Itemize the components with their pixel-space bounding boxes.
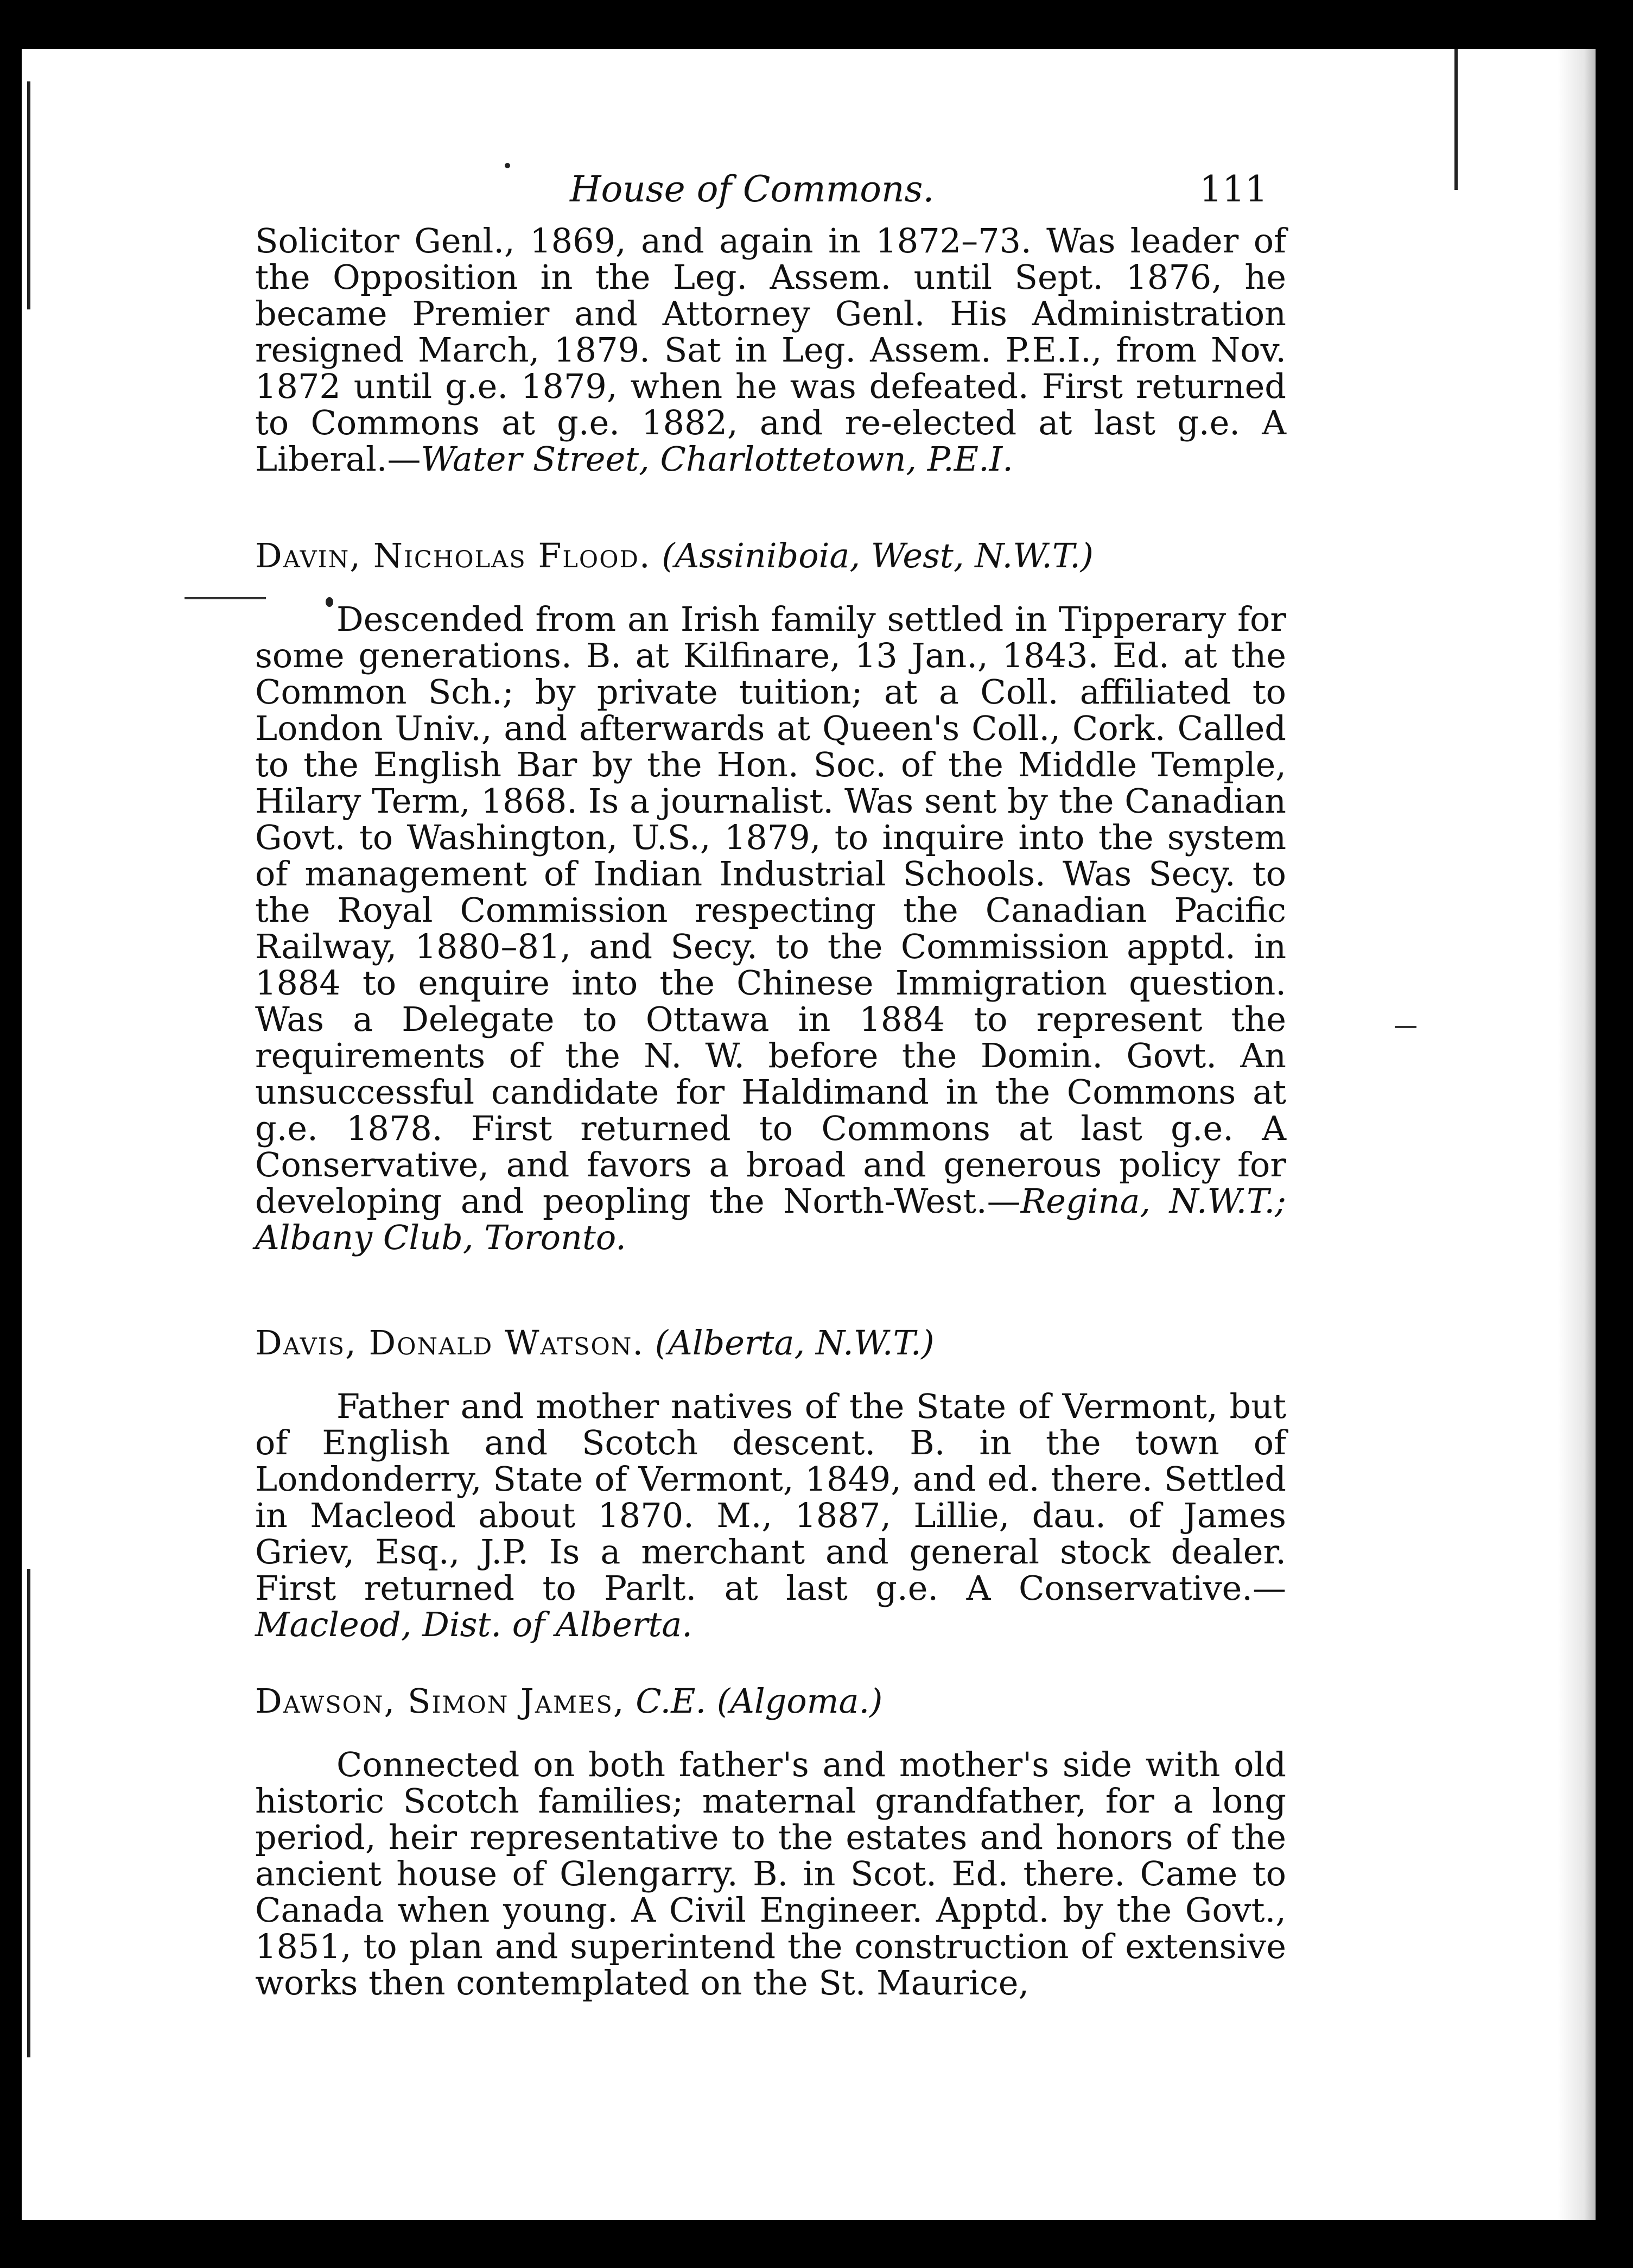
page-edge xyxy=(1558,49,1596,2220)
entry-name: Dawson, Simon James, xyxy=(255,1681,625,1721)
entry-headline xyxy=(255,537,1286,574)
entry-dawson xyxy=(255,1683,1286,2001)
scan-edge-line xyxy=(27,1569,30,2057)
entry-name: Davin, Nicholas Flood. xyxy=(255,536,651,575)
entry-constituency: (Alberta, N.W.T.) xyxy=(655,1323,935,1363)
scan-edge-line xyxy=(27,81,30,309)
margin-mark xyxy=(1395,1026,1416,1028)
continuation-paragraph xyxy=(255,223,1286,477)
entry-address: Macleod, Dist. of Alberta. xyxy=(255,1605,692,1644)
entry-text: Father and mother natives of the State of Vermont, but of English and Scotch descent. B. in the town of Londonderry, State of Vermont, 1849, and ed. there. Settled in Macleod about 1870. M., 1887, Lillie, dau. of James Griev, Esq., J.P. Is a merchant and general stock dealer. First returned to Parlt. at last g.e. A Conservative.— xyxy=(255,1386,1286,1608)
entry-constituency: (Algoma.) xyxy=(716,1681,883,1721)
continuation-text: Solicitor Genl., 1869, and again in 1872–73. Was leader of the Opposition in the Leg. Assem. until Sept. 1876, he became Premier and Attorney Genl. His Administration resigned March, 1879. Sat in Leg. Assem. P.E.I., from Nov. 1872 until g.e. 1879, when he was defeated. First returned to Commons at g.e. 1882, and re-elected at last g.e. A Liberal.— xyxy=(255,221,1286,479)
ink-speck xyxy=(505,163,510,168)
entry-text: Connected on both father's and mother's side with old historic Scotch families; maternal grandfather, for a long period, heir representative to the estates and honors of the ancient house of Glengarry. B. in Scot. Ed. there. Came to Canada when young. A Civil Engineer. Apptd. by the Govt., 1851, to plan and superintend the construction of extensive works then contemplated on the St. Maurice, xyxy=(255,1745,1286,2003)
page-number: 111 xyxy=(1199,168,1268,210)
entry-address: Regina, N.W.T.; Albany Club, Toronto. xyxy=(255,1181,1286,1257)
continuation-address: Water Street, Charlottetown, P.E.I. xyxy=(421,439,1013,479)
entry-suffix: C.E. xyxy=(636,1681,707,1721)
entry-paragraph xyxy=(255,601,1286,1256)
entry-paragraph xyxy=(255,1388,1286,1643)
entry-text: Descended from an Irish family settled in Tipperary for some generations. B. at Kilfinare, 13 Jan., 1843. Ed. at the Common Sch.; by private tuition; at a Coll. affiliated to London Univ., and afterwards at Queen's Coll., Cork. Called to the English Bar by the Hon. Soc. of the Middle Temple, Hilary Term, 1868. Is a journalist. Was sent by the Canadian Govt. to Washington, U.S., 1879, to inquire into the system of management of Indian Industrial Schools. Was Secy. to the Royal Commission respecting the Canadian Pacific Railway, 1880–81, and Secy. to the Commission apptd. in 1884 to enquire into the Chinese Immigration question. Was a Delegate to Ottawa in 1884 to represent the requirements of the N. W. before the Domin. Govt. An unsuccessful candidate for Haldimand in the Commons at g.e. 1878. First returned to Commons at last g.e. A Conservative, and favors a broad and generous policy for developing and peopling the North-West.— xyxy=(255,599,1286,1221)
entry-name: Davis, Donald Watson. xyxy=(255,1323,645,1363)
entry-paragraph xyxy=(255,1746,1286,2001)
entry-constituency: (Assiniboia, West, N.W.T.) xyxy=(662,536,1094,575)
scan-edge-line xyxy=(1454,49,1458,190)
book-page xyxy=(22,49,1596,2220)
continuation-block xyxy=(255,223,1286,477)
entry-headline xyxy=(255,1325,1286,1361)
entry-davis xyxy=(255,1325,1286,1643)
running-title: House of Commons. xyxy=(570,168,935,210)
margin-mark xyxy=(185,597,266,599)
entry-headline xyxy=(255,1683,1286,1719)
entry-davin xyxy=(255,537,1286,1256)
